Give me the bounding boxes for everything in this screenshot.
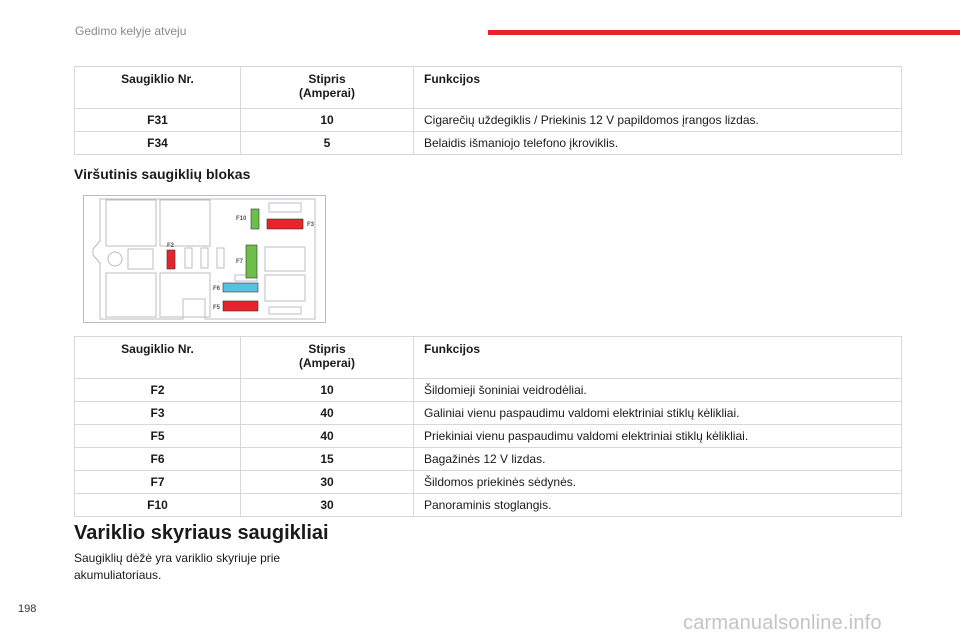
fuse-cell: F7 bbox=[75, 471, 241, 494]
fuse-f3 bbox=[267, 219, 303, 229]
amps-cell: 30 bbox=[241, 471, 414, 494]
table-row bbox=[75, 109, 902, 132]
header-amps-line2: (Amperai) bbox=[298, 86, 355, 100]
engine-fuses-text: Saugiklių dėžė yra variklio skyriuje prie akumuliatoriaus. bbox=[74, 551, 281, 582]
function-cell: Cigarečių uždegiklis / Priekinis 12 V papildomos įrangos lizdas. bbox=[414, 109, 902, 132]
fuse-cell: F31 bbox=[75, 109, 241, 132]
engine-fuses-heading: Variklio skyriaus saugikliai bbox=[74, 522, 329, 544]
amps-cell: 15 bbox=[241, 448, 414, 471]
relay-slot bbox=[106, 273, 156, 317]
fuse-slot bbox=[185, 248, 192, 268]
function-cell: Galiniai vienu paspaudimu valdomi elektriniai stiklų kėlikliai. bbox=[414, 402, 902, 425]
fuse-f5 bbox=[223, 301, 258, 311]
function-cell: Belaidis išmaniojo telefono įkroviklis. bbox=[414, 132, 902, 155]
header-fuse-no: Saugiklio Nr. bbox=[75, 67, 241, 109]
header-amps-line1: Stipris bbox=[308, 72, 346, 86]
header-fuse-no: Saugiklio Nr. bbox=[75, 337, 241, 379]
function-cell: Priekiniai vienu paspaudimu valdomi elektriniai stiklų kėlikliai. bbox=[414, 425, 902, 448]
header-amps-line2: (Amperai) bbox=[298, 356, 355, 370]
header-functions: Funkcijos bbox=[414, 337, 902, 379]
table-row bbox=[75, 379, 902, 402]
fuse-table-2 bbox=[74, 336, 902, 517]
function-cell: Bagažinės 12 V lizdas. bbox=[414, 448, 902, 471]
amps-cell: 5 bbox=[241, 132, 414, 155]
function-cell: Šildomos priekinės sėdynės. bbox=[414, 471, 902, 494]
fuse-cell: F10 bbox=[75, 494, 241, 517]
label-f10: F10 bbox=[236, 216, 247, 222]
bolt-icon bbox=[108, 252, 122, 266]
upper-block-heading: Viršutinis saugiklių blokas bbox=[74, 166, 251, 182]
amps-cell: 30 bbox=[241, 494, 414, 517]
relay-slot bbox=[106, 200, 156, 246]
watermark[interactable]: carmanualsonline.info bbox=[683, 612, 882, 634]
relay-slot bbox=[265, 275, 305, 301]
fuse-f10 bbox=[251, 209, 259, 229]
relay-slot bbox=[160, 200, 210, 246]
fuse-slot bbox=[269, 307, 301, 314]
fuse-f2 bbox=[167, 250, 175, 269]
fuse-slot bbox=[269, 203, 301, 212]
page-number: 198 bbox=[18, 603, 37, 615]
fuse-table-1 bbox=[74, 66, 902, 155]
table-header-row bbox=[75, 337, 902, 379]
label-f2: F2 bbox=[167, 243, 175, 249]
relay-slot bbox=[265, 247, 305, 271]
label-f6: F6 bbox=[213, 286, 221, 292]
label-f5: F5 bbox=[213, 305, 221, 311]
table-header-row bbox=[75, 67, 902, 109]
fuse-cell: F6 bbox=[75, 448, 241, 471]
section-title: Gedimo kelyje atveju bbox=[75, 24, 187, 38]
fuse-cell: F34 bbox=[75, 132, 241, 155]
function-cell: Šildomieji šoniniai veidrodėliai. bbox=[414, 379, 902, 402]
header-amps-line1: Stipris bbox=[308, 342, 346, 356]
table-row bbox=[75, 494, 902, 517]
fuse-cell: F3 bbox=[75, 402, 241, 425]
fuse-f7 bbox=[246, 245, 257, 278]
header-amps bbox=[241, 67, 414, 109]
amps-cell: 10 bbox=[241, 109, 414, 132]
function-cell: Panoraminis stoglangis. bbox=[414, 494, 902, 517]
fuse-cell: F2 bbox=[75, 379, 241, 402]
relay-slot bbox=[160, 273, 210, 317]
fuse-box-diagram bbox=[83, 195, 326, 323]
amps-cell: 10 bbox=[241, 379, 414, 402]
fuse-f6 bbox=[223, 283, 258, 292]
table-row bbox=[75, 132, 902, 155]
header-amps bbox=[241, 337, 414, 379]
label-f3: F3 bbox=[307, 222, 315, 228]
header-functions: Funkcijos bbox=[414, 67, 902, 109]
amps-cell: 40 bbox=[241, 425, 414, 448]
fuse-slot bbox=[217, 248, 224, 268]
fuse-slot bbox=[201, 248, 208, 268]
fuse-slot bbox=[128, 249, 153, 269]
table-row bbox=[75, 425, 902, 448]
table-row bbox=[75, 471, 902, 494]
table-row bbox=[75, 448, 902, 471]
label-f7: F7 bbox=[236, 259, 244, 265]
amps-cell: 40 bbox=[241, 402, 414, 425]
fuse-cell: F5 bbox=[75, 425, 241, 448]
header-accent-bar bbox=[488, 30, 960, 35]
table-row bbox=[75, 402, 902, 425]
